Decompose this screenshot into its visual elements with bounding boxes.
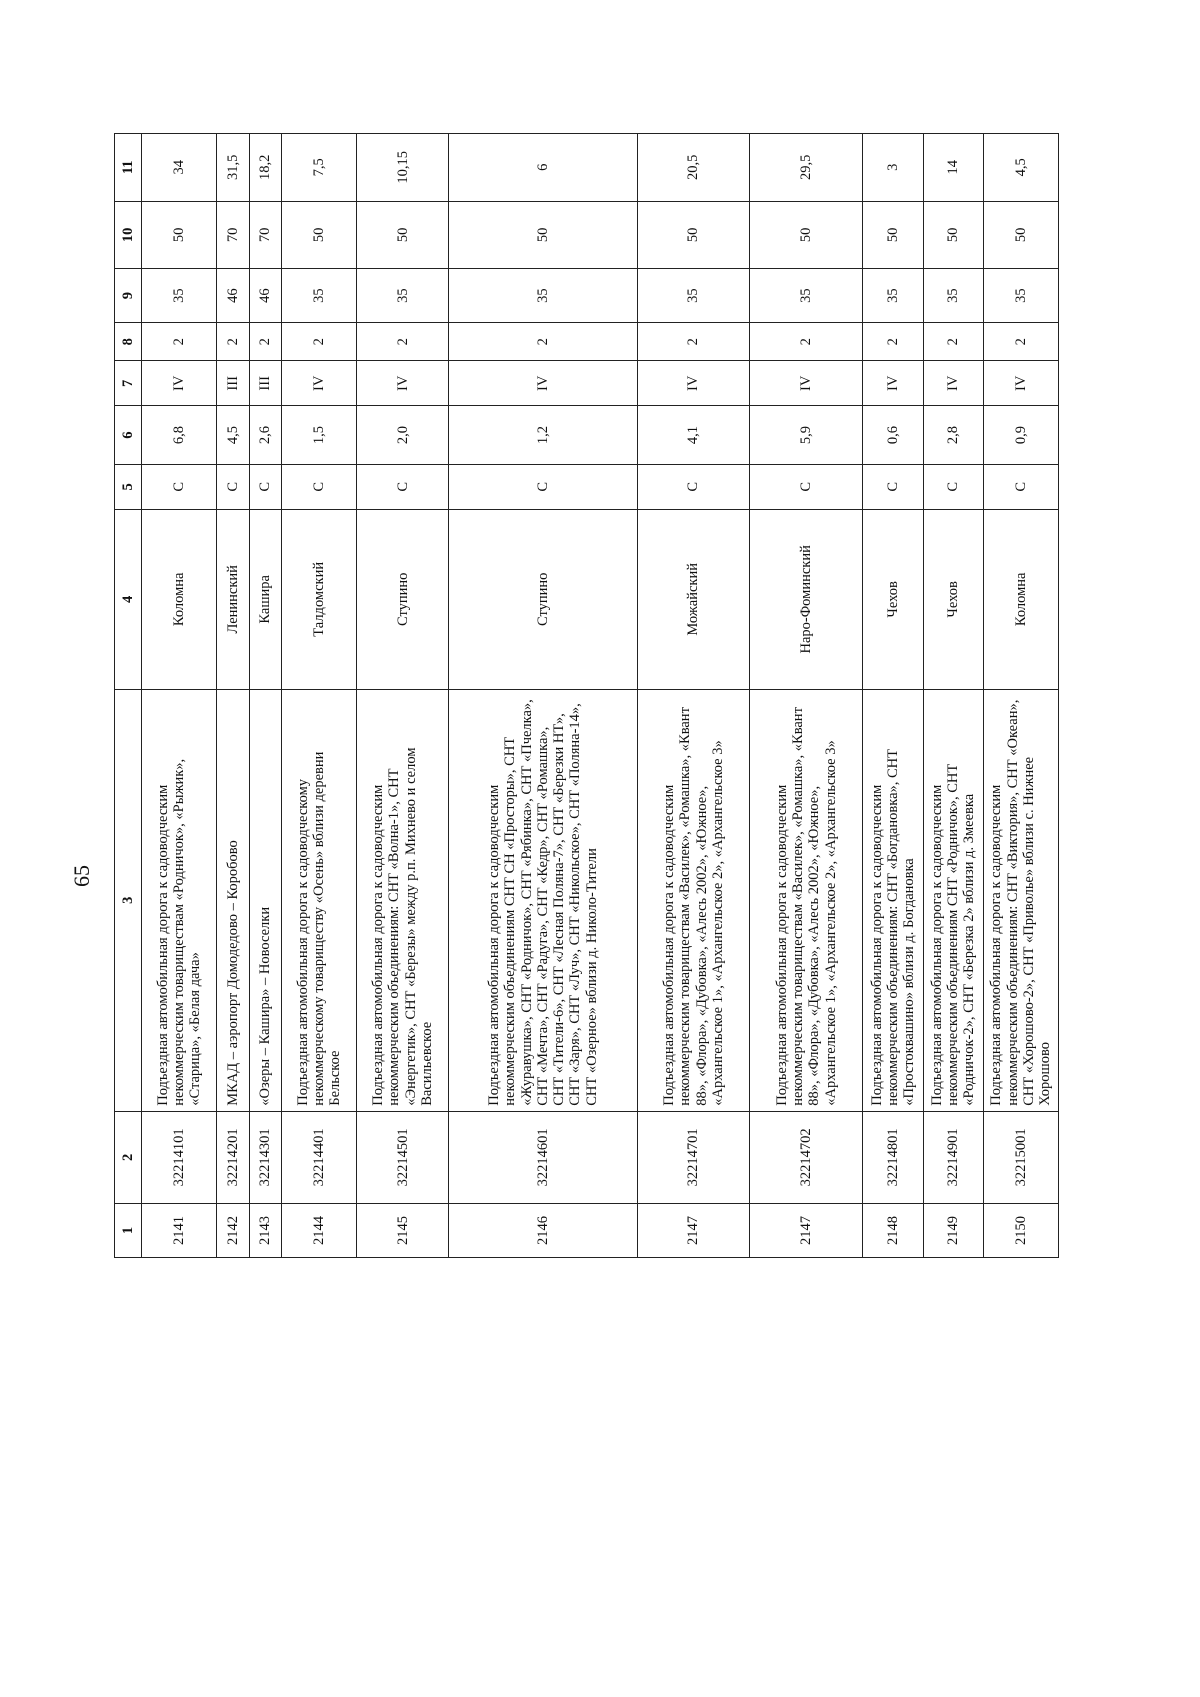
road-class: IV: [863, 361, 923, 406]
category: С: [281, 464, 356, 509]
road-name: Подъездная автомобильная дорога к садоводческому некоммерческому товариществу «Осень» вблизи деревни Бельское: [281, 689, 356, 1111]
length: 4,5: [217, 406, 249, 465]
lanes: 2: [923, 323, 983, 361]
road-name: «Озеры – Кашира» – Новоселки: [249, 689, 281, 1111]
road-code: 32214401: [281, 1111, 356, 1203]
road-code: 32215001: [983, 1111, 1058, 1203]
table-row: [637, 134, 750, 1258]
col-10-value: 50: [637, 201, 750, 269]
road-code: 32214701: [637, 1111, 750, 1203]
lanes: 2: [217, 323, 249, 361]
length: 1,5: [281, 406, 356, 465]
col-9-value: 46: [249, 269, 281, 323]
col-11-value: 6: [449, 134, 637, 202]
row-number: 2142: [217, 1204, 249, 1258]
district: Чехов: [923, 509, 983, 689]
district: Талдомский: [281, 509, 356, 689]
road-code: 32214702: [750, 1111, 863, 1203]
row-number: 2149: [923, 1204, 983, 1258]
table-row: [923, 134, 983, 1258]
road-code: 32214201: [217, 1111, 249, 1203]
col-header-6: 6: [115, 406, 142, 465]
table-row: [983, 134, 1058, 1258]
lanes: 2: [357, 323, 449, 361]
col-10-value: 50: [750, 201, 863, 269]
road-class: IV: [142, 361, 217, 406]
category: С: [249, 464, 281, 509]
col-9-value: 35: [923, 269, 983, 323]
row-number: 2144: [281, 1204, 356, 1258]
col-10-value: 70: [217, 201, 249, 269]
lanes: 2: [142, 323, 217, 361]
road-code: 32214501: [357, 1111, 449, 1203]
col-11-value: 29,5: [750, 134, 863, 202]
row-number: 2146: [449, 1204, 637, 1258]
col-9-value: 35: [142, 269, 217, 323]
page-number: 65: [69, 865, 94, 887]
table-row: [281, 134, 356, 1258]
col-10-value: 50: [281, 201, 356, 269]
col-10-value: 50: [142, 201, 217, 269]
category: С: [983, 464, 1058, 509]
length: 4,1: [637, 406, 750, 465]
length: 2,8: [923, 406, 983, 465]
table-row: [217, 134, 249, 1258]
roads-table: [114, 133, 1059, 1258]
col-9-value: 35: [983, 269, 1058, 323]
district: Ступино: [449, 509, 637, 689]
category: С: [449, 464, 637, 509]
district: Чехов: [863, 509, 923, 689]
col-11-value: 34: [142, 134, 217, 202]
category: С: [923, 464, 983, 509]
length: 6,8: [142, 406, 217, 465]
length: 2,0: [357, 406, 449, 465]
col-9-value: 35: [637, 269, 750, 323]
row-number: 2147: [750, 1204, 863, 1258]
category: С: [217, 464, 249, 509]
road-name: Подъездная автомобильная дорога к садоводческим некоммерческим товариществам «Родничок», «Рыжик», «Старица», «Белая дача»: [142, 689, 217, 1111]
road-name: МКАД – аэропорт Домодедово – Коробово: [217, 689, 249, 1111]
length: 0,9: [983, 406, 1058, 465]
col-9-value: 46: [217, 269, 249, 323]
road-code: 32214801: [863, 1111, 923, 1203]
road-name: Подъездная автомобильная дорога к садоводческим некоммерческим товариществам «Василек», «Ромашка», «Квант 88», «Флора», «Дубовка», «Алесь 2002», «Южное», «Архангельское 1», «Архангельское 2», «Архангельское 3»: [637, 689, 750, 1111]
roads-table-container: [114, 133, 1059, 1258]
row-number: 2143: [249, 1204, 281, 1258]
col-9-value: 35: [863, 269, 923, 323]
table-row: [249, 134, 281, 1258]
district: Коломна: [983, 509, 1058, 689]
road-class: IV: [923, 361, 983, 406]
length: 1,2: [449, 406, 637, 465]
col-10-value: 50: [863, 201, 923, 269]
col-11-value: 20,5: [637, 134, 750, 202]
row-number: 2150: [983, 1204, 1058, 1258]
category: С: [750, 464, 863, 509]
category: С: [357, 464, 449, 509]
length: 2,6: [249, 406, 281, 465]
road-class: III: [217, 361, 249, 406]
road-code: 32214601: [449, 1111, 637, 1203]
road-class: IV: [449, 361, 637, 406]
length: 0,6: [863, 406, 923, 465]
lanes: 2: [637, 323, 750, 361]
district: Можайский: [637, 509, 750, 689]
col-header-9: 9: [115, 269, 142, 323]
road-class: IV: [983, 361, 1058, 406]
length: 5,9: [750, 406, 863, 465]
lanes: 2: [750, 323, 863, 361]
col-11-value: 14: [923, 134, 983, 202]
road-class: IV: [637, 361, 750, 406]
col-10-value: 50: [923, 201, 983, 269]
category: С: [637, 464, 750, 509]
col-header-10: 10: [115, 201, 142, 269]
road-name: Подъездная автомобильная дорога к садоводческим некоммерческим объединениям: СНТ «Богдановка», СНТ «Простоквашино» вблизи д. Богдановка: [863, 689, 923, 1111]
lanes: 2: [249, 323, 281, 361]
road-code: 32214301: [249, 1111, 281, 1203]
col-11-value: 31,5: [217, 134, 249, 202]
col-10-value: 50: [357, 201, 449, 269]
col-11-value: 10,15: [357, 134, 449, 202]
road-class: III: [249, 361, 281, 406]
lanes: 2: [449, 323, 637, 361]
table-row: [449, 134, 637, 1258]
header-row: [115, 134, 142, 1258]
col-header-2: 2: [115, 1111, 142, 1203]
col-10-value: 50: [449, 201, 637, 269]
col-header-8: 8: [115, 323, 142, 361]
table-row: [357, 134, 449, 1258]
col-11-value: 4,5: [983, 134, 1058, 202]
district: Наро-Фоминский: [750, 509, 863, 689]
col-11-value: 18,2: [249, 134, 281, 202]
district: Ленинский: [217, 509, 249, 689]
road-class: IV: [357, 361, 449, 406]
road-class: IV: [750, 361, 863, 406]
row-number: 2147: [637, 1204, 750, 1258]
table-row: [863, 134, 923, 1258]
road-name: Подъездная автомобильная дорога к садоводческим некоммерческим объединениям СНТ «Родничок», СНТ «Родничок-2», СНТ «Березка 2» вблизи д. Змеевка: [923, 689, 983, 1111]
road-code: 32214901: [923, 1111, 983, 1203]
table-row: [750, 134, 863, 1258]
col-11-value: 7,5: [281, 134, 356, 202]
col-header-1: 1: [115, 1204, 142, 1258]
lanes: 2: [983, 323, 1058, 361]
district: Ступино: [357, 509, 449, 689]
col-header-7: 7: [115, 361, 142, 406]
row-number: 2148: [863, 1204, 923, 1258]
row-number: 2141: [142, 1204, 217, 1258]
col-9-value: 35: [357, 269, 449, 323]
col-11-value: 3: [863, 134, 923, 202]
col-10-value: 70: [249, 201, 281, 269]
col-header-4: 4: [115, 509, 142, 689]
road-code: 32214101: [142, 1111, 217, 1203]
lanes: 2: [281, 323, 356, 361]
col-header-11: 11: [115, 134, 142, 202]
category: С: [863, 464, 923, 509]
road-name: Подъездная автомобильная дорога к садоводческим некоммерческим объединениям: СНТ «Виктория», СНТ «Океан», СНТ «Хорошово-2», СНТ «Приволье» вблизи с. Нижнее Хорошово: [983, 689, 1058, 1111]
col-9-value: 35: [281, 269, 356, 323]
col-header-3: 3: [115, 689, 142, 1111]
col-10-value: 50: [983, 201, 1058, 269]
col-9-value: 35: [750, 269, 863, 323]
col-9-value: 35: [449, 269, 637, 323]
district: Кашира: [249, 509, 281, 689]
road-name: Подъездная автомобильная дорога к садоводческим некоммерческим объединениям СНТ СН «Просторы», СНТ «Журавушка», СНТ «Родничок», СНТ «Рябинка», СНТ «Пчелка», СНТ «Мечта», СНТ «Радуга», СНТ «Кедр», СНТ «Ромашка», СНТ «Тители-6», СНТ «Лесная Поляна-7», СНТ «Березки НТ», СНТ «Заря», СНТ «Луч», СНТ «Никольское», СНТ «Поляна-14», СНТ «Озерное» вблизи д. Николо-Тители: [449, 689, 637, 1111]
lanes: 2: [863, 323, 923, 361]
category: С: [142, 464, 217, 509]
road-name: Подъездная автомобильная дорога к садоводческим некоммерческим товариществам «Василек», «Ромашка», «Квант 88», «Флора», «Дубовка», «Алесь 2002», «Южное», «Архангельское 1», «Архангельское 2», «Архангельское 3»: [750, 689, 863, 1111]
col-header-5: 5: [115, 464, 142, 509]
road-class: IV: [281, 361, 356, 406]
table-row: [142, 134, 217, 1258]
row-number: 2145: [357, 1204, 449, 1258]
road-name: Подъездная автомобильная дорога к садоводческим некоммерческим объединениям: СНТ «Волна-1», СНТ «Энергетик», СНТ «Березы» между р.п. Михнево и селом Васильевское: [357, 689, 449, 1111]
district: Коломна: [142, 509, 217, 689]
